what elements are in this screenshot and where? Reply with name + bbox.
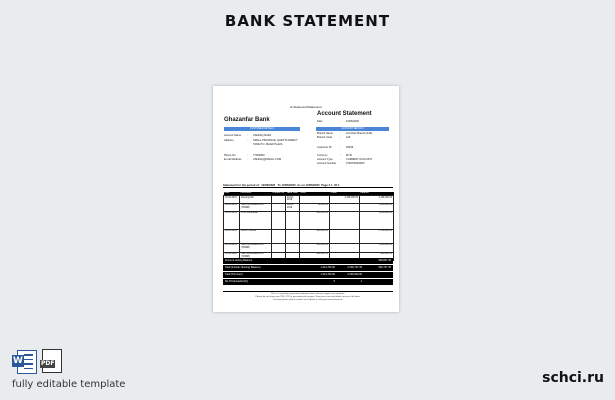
divider — [223, 187, 393, 188]
table-cell — [286, 211, 300, 229]
summary-label: Total (Turnover) — [225, 273, 243, 276]
summary-value: 828,837.35 — [378, 259, 391, 262]
table-cell: 2,158,000.00 — [360, 203, 394, 211]
table-cell — [300, 196, 330, 203]
date-label: Date — [317, 120, 323, 123]
detail-row: Currency : MYR — [317, 153, 352, 157]
col-header: Debit — [300, 192, 330, 196]
table-cell: Opening Bal — [240, 196, 272, 203]
table-cell: 2,168,000.00 — [330, 196, 360, 203]
table-cell: 1,758,000.00 — [360, 229, 394, 243]
table-cell — [330, 229, 360, 243]
statement-footer — [223, 291, 393, 302]
bank-name: Ghazanfar Bank — [224, 117, 270, 123]
summary-row — [223, 279, 393, 285]
summary-value: 5 — [333, 280, 335, 283]
statement-period: Statement for the period of : 10/06/2020 To 10/06/2020 As on 10/06/2020 Page # 1 Of 1 — [223, 183, 340, 187]
table-row — [224, 229, 394, 243]
detail-row: Branch Name : Ind Ghaz Branch (129) — [317, 132, 373, 135]
summary-value: 2,206,000.00 — [347, 273, 362, 276]
footer-line: For any queries please contact our helpline or visit your nearest branch. — [273, 298, 343, 301]
table-cell: Cash Withdrawal ATM (7FRB8) — [240, 243, 272, 252]
table-cell — [330, 243, 360, 252]
col-header: Date — [224, 192, 240, 196]
detail-row: Customer ID : 25466 — [317, 145, 354, 149]
table-cell — [272, 203, 286, 211]
word-file-icon: W — [12, 349, 36, 373]
table-row — [224, 211, 394, 229]
account-details-bar: ACCOUNT DETAILS — [316, 127, 389, 131]
summary-row — [223, 272, 393, 278]
table-row — [224, 203, 394, 211]
table-cell: Cash Withdrawal ATM (7FRB8) — [240, 252, 272, 260]
detail-row: Account Number : 0700700000007 — [317, 162, 365, 166]
site-brand: schci.ru — [542, 370, 604, 386]
customer-details — [224, 134, 304, 161]
statement-document — [213, 86, 399, 312]
table-cell: 10-06-2020 — [224, 252, 240, 260]
statement-title: Account Statement — [317, 111, 372, 117]
col-header: Particulars — [240, 192, 272, 196]
table-cell: 14-05-2019 — [224, 211, 240, 229]
detail-row: Account Name : ASHFAQ RAZA — [224, 134, 272, 137]
summary-value: 900,737.35 — [378, 266, 391, 269]
col-header: Value Date — [286, 192, 298, 195]
summary-value: 1,314,700.00 — [320, 273, 335, 276]
table-cell — [272, 211, 286, 229]
customer-details-bar: CUSTOMER DETAILS — [224, 127, 300, 131]
date-row: Date : 10/06/2020 — [317, 120, 389, 123]
doc-header: E-Statement/Statement — [290, 105, 322, 109]
table-cell: 100,000.00 — [300, 252, 330, 260]
col-header: Credit — [330, 192, 360, 196]
table-cell: 09-04-2019 — [224, 203, 240, 211]
summary-row — [223, 265, 393, 271]
table-row — [224, 243, 394, 252]
table-cell: 19-02-2019 — [286, 196, 300, 203]
table-cell: 09-04-2019 — [286, 203, 300, 211]
summary-value: 1 — [360, 280, 362, 283]
detail-row: Phone No : 77000000 — [224, 154, 265, 158]
table-cell: 19-02-2019 — [224, 196, 240, 203]
col-header: Balance — [360, 192, 394, 196]
table-cell: 100,000.00 — [300, 211, 330, 229]
detail-row: Address : SMALL PROVINCE, QUETTA DIRECT TADE P.O. MAAR PLAZA — [224, 139, 298, 146]
table-cell: 1,308,000.00 — [360, 243, 394, 252]
detail-row: E-mail Address : ASHFAQ@GMAIL.COM — [224, 157, 281, 161]
table-cell: 19-05-2019 — [224, 229, 240, 243]
table-cell — [272, 229, 286, 243]
transactions-table — [223, 192, 394, 261]
table-cell — [286, 243, 300, 252]
footer-line: Please do not share your PIN, OTP or password with anyone. Keep your card and details secure at all times. — [255, 295, 361, 298]
table-cell: 100,000.00 — [300, 229, 330, 243]
table-cell: Funds Transfer — [240, 229, 272, 243]
detail-row: Branch Code : 129 — [317, 136, 351, 140]
table-cell — [272, 243, 286, 252]
summary-label: No Of transaction(S) — [225, 280, 248, 283]
table-cell — [272, 196, 286, 203]
table-cell: 01-06-2019 — [224, 243, 240, 252]
table-cell: 2,168,000.00 — [360, 196, 394, 203]
summary-label: Account closing Balance — [225, 259, 253, 262]
page-title: BANK STATEMENT — [224, 12, 391, 30]
account-details — [317, 132, 391, 166]
template-caption: fully editable template — [12, 379, 126, 390]
table-cell — [286, 229, 300, 243]
table-cell: 100,000.00 — [300, 243, 330, 252]
table-row — [224, 196, 394, 203]
file-format-icons — [12, 349, 62, 373]
summary-label: Total (Include Opening Balance) — [225, 266, 261, 269]
detail-row: Account Type : CURRENT ACCOUNT — [317, 158, 373, 162]
pdf-file-icon: PDF — [42, 349, 62, 373]
summary-value: 2,206,737.35 — [347, 266, 362, 269]
table-cell: 1,858,000.00 — [360, 211, 394, 229]
summary-value: 1,314,700.00 — [320, 266, 335, 269]
table-cell — [330, 203, 360, 211]
date-value: 10/06/2020 — [346, 120, 359, 123]
table-cell: 10,000.00 — [300, 203, 330, 211]
table-cell: Cash Withdrawal ATM (7FRB8) — [240, 203, 272, 211]
table-cell: ATM Withdrawal — [240, 211, 272, 229]
summary-row — [223, 258, 393, 264]
table-cell — [330, 211, 360, 229]
col-header: Cheque No — [272, 192, 285, 195]
table-cell: 900,000.00 — [360, 252, 394, 260]
footer-line: This is a computer generated statement and it doesn't require any signature. — [271, 293, 345, 295]
